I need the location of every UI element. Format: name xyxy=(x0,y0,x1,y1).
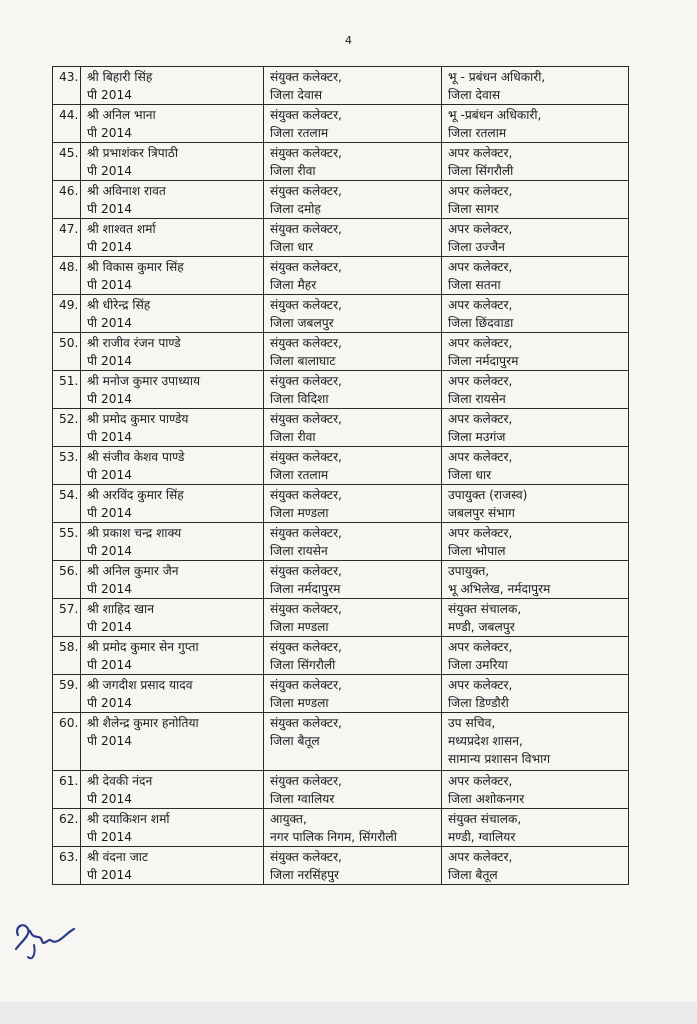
serial-number: 50. xyxy=(53,333,81,371)
current-post: संयुक्त कलेक्टर, xyxy=(270,412,342,426)
current-place: जिला रीवा xyxy=(270,164,316,178)
serial-number: 55. xyxy=(53,523,81,561)
officer-cell xyxy=(81,257,264,295)
new-post: अपर कलेक्टर, xyxy=(448,260,513,274)
officer-batch: पी 2014 xyxy=(87,164,132,178)
serial-number: 45. xyxy=(53,143,81,181)
new-place: जिला रायसेन xyxy=(448,392,506,406)
new-posting-cell xyxy=(442,105,629,143)
new-place: जिला भोपाल xyxy=(448,544,506,558)
new-place: मण्डी, जबलपुर xyxy=(448,620,515,634)
officer-name: श्री अविनाश रावत xyxy=(87,184,166,198)
table-row xyxy=(53,599,629,637)
serial-number: 52. xyxy=(53,409,81,447)
new-post: अपर कलेक्टर, xyxy=(448,678,513,692)
current-posting-cell xyxy=(264,257,442,295)
officer-batch: पी 2014 xyxy=(87,202,132,216)
current-place: जिला नरसिंहपुर xyxy=(270,868,340,882)
serial-number: 43. xyxy=(53,67,81,105)
officer-name: श्री शाहिद खान xyxy=(87,602,154,616)
officer-cell xyxy=(81,67,264,105)
officer-batch: पी 2014 xyxy=(87,544,132,558)
officer-cell xyxy=(81,295,264,333)
officer-cell xyxy=(81,181,264,219)
current-place: जिला बालाघाट xyxy=(270,354,336,368)
new-place: जिला सागर xyxy=(448,202,499,216)
new-posting-cell xyxy=(442,295,629,333)
bottom-band xyxy=(0,1002,697,1024)
new-place: जिला मउगंज xyxy=(448,430,506,444)
new-place: जिला उमरिया xyxy=(448,658,508,672)
officer-cell xyxy=(81,371,264,409)
officer-batch: पी 2014 xyxy=(87,582,132,596)
new-post: उप सचिव, xyxy=(448,716,496,730)
table-row xyxy=(53,67,629,105)
table-row xyxy=(53,713,629,771)
new-post: अपर कलेक्टर, xyxy=(448,640,513,654)
officer-batch: पी 2014 xyxy=(87,240,132,254)
officer-name: श्री प्रकाश चन्द्र शाक्य xyxy=(87,526,182,540)
table-row xyxy=(53,771,629,809)
serial-number: 48. xyxy=(53,257,81,295)
table-row xyxy=(53,675,629,713)
new-posting-cell xyxy=(442,485,629,523)
current-place: जिला रतलाम xyxy=(270,468,329,482)
officer-batch: पी 2014 xyxy=(87,126,132,140)
serial-number: 51. xyxy=(53,371,81,409)
current-post: संयुक्त कलेक्टर, xyxy=(270,488,342,502)
current-posting-cell xyxy=(264,409,442,447)
transfer-table-body xyxy=(53,67,629,885)
serial-number: 61. xyxy=(53,771,81,809)
new-post: संयुक्त संचालक, xyxy=(448,602,522,616)
current-posting-cell xyxy=(264,67,442,105)
table-row xyxy=(53,143,629,181)
new-posting-cell xyxy=(442,847,629,885)
new-place: जिला सतना xyxy=(448,278,501,292)
table-row xyxy=(53,257,629,295)
transfer-table xyxy=(52,66,629,885)
table-row xyxy=(53,295,629,333)
current-post: संयुक्त कलेक्टर, xyxy=(270,374,342,388)
officer-cell xyxy=(81,219,264,257)
officer-name: श्री देवकी नंदन xyxy=(87,774,153,788)
table-row xyxy=(53,105,629,143)
table-row xyxy=(53,181,629,219)
officer-cell xyxy=(81,105,264,143)
officer-cell xyxy=(81,809,264,847)
serial-number: 46. xyxy=(53,181,81,219)
officer-batch: पी 2014 xyxy=(87,392,132,406)
current-place: जिला ग्वालियर xyxy=(270,792,335,806)
table-row xyxy=(53,809,629,847)
officer-cell xyxy=(81,409,264,447)
current-post: संयुक्त कलेक्टर, xyxy=(270,678,342,692)
serial-number: 49. xyxy=(53,295,81,333)
officer-cell xyxy=(81,713,264,771)
table-row xyxy=(53,219,629,257)
new-posting-cell xyxy=(442,219,629,257)
current-posting-cell xyxy=(264,105,442,143)
new-place: भू अभिलेख, नर्मदापुरम xyxy=(448,582,551,596)
new-posting-cell xyxy=(442,561,629,599)
table-row xyxy=(53,447,629,485)
new-posting-cell xyxy=(442,675,629,713)
officer-batch: पी 2014 xyxy=(87,696,132,710)
new-post: अपर कलेक्टर, xyxy=(448,146,513,160)
table-row xyxy=(53,637,629,675)
officer-batch: पी 2014 xyxy=(87,354,132,368)
table-row xyxy=(53,409,629,447)
new-place: मण्डी, ग्वालियर xyxy=(448,830,516,844)
officer-name: श्री वंदना जाट xyxy=(87,850,149,864)
current-post: आयुक्त, xyxy=(270,812,307,826)
new-post: उपायुक्त, xyxy=(448,564,490,578)
new-post: अपर कलेक्टर, xyxy=(448,336,513,350)
current-post: संयुक्त कलेक्टर, xyxy=(270,336,342,350)
current-place: जिला धार xyxy=(270,240,314,254)
current-post: संयुक्त कलेक्टर, xyxy=(270,260,342,274)
new-post-department: सामान्य प्रशासन विभाग xyxy=(448,752,551,766)
current-post: संयुक्त कलेक्टर, xyxy=(270,70,342,84)
officer-batch: पी 2014 xyxy=(87,792,132,806)
table-row xyxy=(53,371,629,409)
officer-name: श्री राजीव रंजन पाण्डे xyxy=(87,336,181,350)
new-post: भू - प्रबंधन अधिकारी, xyxy=(448,70,546,84)
new-place: जिला धार xyxy=(448,468,492,482)
current-posting-cell xyxy=(264,523,442,561)
new-posting-cell xyxy=(442,333,629,371)
current-posting-cell xyxy=(264,181,442,219)
officer-name: श्री मनोज कुमार उपाध्याय xyxy=(87,374,201,388)
officer-batch: पी 2014 xyxy=(87,734,132,748)
officer-batch: पी 2014 xyxy=(87,506,132,520)
new-posting-cell xyxy=(442,713,629,771)
officer-name: श्री बिहारी सिंह xyxy=(87,70,153,84)
officer-cell xyxy=(81,447,264,485)
current-place: जिला देवास xyxy=(270,88,323,102)
new-post: अपर कलेक्टर, xyxy=(448,526,513,540)
current-post: संयुक्त कलेक्टर, xyxy=(270,108,342,122)
officer-name: श्री धीरेन्द्र सिंह xyxy=(87,298,151,312)
new-post: भू -प्रबंधन अधिकारी, xyxy=(448,108,542,122)
current-posting-cell xyxy=(264,771,442,809)
new-place: जिला उज्जैन xyxy=(448,240,505,254)
officer-cell xyxy=(81,333,264,371)
officer-batch: पी 2014 xyxy=(87,620,132,634)
serial-number: 57. xyxy=(53,599,81,637)
current-place: जिला जबलपुर xyxy=(270,316,334,330)
new-post: अपर कलेक्टर, xyxy=(448,298,513,312)
table-row xyxy=(53,333,629,371)
new-posting-cell xyxy=(442,371,629,409)
officer-name: श्री अरविंद कुमार सिंह xyxy=(87,488,184,502)
current-post: संयुक्त कलेक्टर, xyxy=(270,640,342,654)
officer-name: श्री अनिल कुमार जैन xyxy=(87,564,179,578)
new-place: जिला सिंगरौली xyxy=(448,164,514,178)
officer-name: श्री प्रभाशंकर त्रिपाठी xyxy=(87,146,179,160)
officer-cell xyxy=(81,599,264,637)
current-posting-cell xyxy=(264,143,442,181)
officer-cell xyxy=(81,485,264,523)
new-place: मध्यप्रदेश शासन, xyxy=(448,734,523,748)
officer-name: श्री शाश्वत शर्मा xyxy=(87,222,156,236)
officer-name: श्री विकास कुमार सिंह xyxy=(87,260,184,274)
table-row xyxy=(53,561,629,599)
officer-cell xyxy=(81,637,264,675)
officer-batch: पी 2014 xyxy=(87,430,132,444)
current-posting-cell xyxy=(264,371,442,409)
serial-number: 60. xyxy=(53,713,81,771)
new-posting-cell xyxy=(442,771,629,809)
new-posting-cell xyxy=(442,447,629,485)
current-posting-cell xyxy=(264,219,442,257)
current-place: जिला मण्डला xyxy=(270,696,329,710)
current-posting-cell xyxy=(264,713,442,771)
serial-number: 56. xyxy=(53,561,81,599)
current-place: जिला रीवा xyxy=(270,430,316,444)
serial-number: 59. xyxy=(53,675,81,713)
new-post: अपर कलेक्टर, xyxy=(448,450,513,464)
current-posting-cell xyxy=(264,561,442,599)
officer-cell xyxy=(81,847,264,885)
serial-number: 63. xyxy=(53,847,81,885)
current-posting-cell xyxy=(264,599,442,637)
new-post: अपर कलेक्टर, xyxy=(448,222,513,236)
page-number: 4 xyxy=(345,34,352,47)
current-posting-cell xyxy=(264,637,442,675)
new-posting-cell xyxy=(442,599,629,637)
current-post: संयुक्त कलेक्टर, xyxy=(270,184,342,198)
current-place: जिला रतलाम xyxy=(270,126,329,140)
current-posting-cell xyxy=(264,333,442,371)
officer-batch: पी 2014 xyxy=(87,88,132,102)
new-post: अपर कलेक्टर, xyxy=(448,774,513,788)
new-post: अपर कलेक्टर, xyxy=(448,850,513,864)
current-place: नगर पालिक निगम, सिंगरौली xyxy=(270,830,397,844)
current-place: जिला मण्डला xyxy=(270,506,329,520)
officer-cell xyxy=(81,771,264,809)
serial-number: 62. xyxy=(53,809,81,847)
current-post: संयुक्त कलेक्टर, xyxy=(270,298,342,312)
serial-number: 58. xyxy=(53,637,81,675)
table-row xyxy=(53,485,629,523)
new-place: जिला बैतूल xyxy=(448,868,498,882)
new-posting-cell xyxy=(442,257,629,295)
table-row xyxy=(53,523,629,561)
officer-batch: पी 2014 xyxy=(87,868,132,882)
current-place: जिला मण्डला xyxy=(270,620,329,634)
current-place: जिला नर्मदापुरम xyxy=(270,582,341,596)
new-place: जिला अशोकनगर xyxy=(448,792,525,806)
current-posting-cell xyxy=(264,809,442,847)
new-place: जिला नर्मदापुरम xyxy=(448,354,519,368)
current-place: जिला सिंगरौली xyxy=(270,658,336,672)
current-posting-cell xyxy=(264,847,442,885)
current-posting-cell xyxy=(264,485,442,523)
new-post: उपायुक्त (राजस्व) xyxy=(448,488,528,502)
new-posting-cell xyxy=(442,143,629,181)
new-post: संयुक्त संचालक, xyxy=(448,812,522,826)
current-post: संयुक्त कलेक्टर, xyxy=(270,222,342,236)
current-place: जिला बैतूल xyxy=(270,734,320,748)
new-posting-cell xyxy=(442,181,629,219)
current-posting-cell xyxy=(264,295,442,333)
officer-name: श्री प्रमोद कुमार सेन गुप्ता xyxy=(87,640,199,654)
serial-number: 47. xyxy=(53,219,81,257)
current-post: संयुक्त कलेक्टर, xyxy=(270,774,342,788)
current-post: संयुक्त कलेक्टर, xyxy=(270,526,342,540)
serial-number: 54. xyxy=(53,485,81,523)
officer-name: श्री दयाकिशन शर्मा xyxy=(87,812,170,826)
officer-name: श्री प्रमोद कुमार पाण्डेय xyxy=(87,412,189,426)
current-posting-cell xyxy=(264,675,442,713)
new-post: अपर कलेक्टर, xyxy=(448,374,513,388)
new-posting-cell xyxy=(442,409,629,447)
officer-batch: पी 2014 xyxy=(87,658,132,672)
officer-batch: पी 2014 xyxy=(87,830,132,844)
table-row xyxy=(53,847,629,885)
officer-batch: पी 2014 xyxy=(87,468,132,482)
new-place: जिला डिण्डौरी xyxy=(448,696,509,710)
officer-cell xyxy=(81,561,264,599)
officer-cell xyxy=(81,143,264,181)
serial-number: 53. xyxy=(53,447,81,485)
new-place: जिला रतलाम xyxy=(448,126,507,140)
current-posting-cell xyxy=(264,447,442,485)
new-place: जिला देवास xyxy=(448,88,501,102)
officer-name: श्री शैलेन्द्र कुमार हनोतिया xyxy=(87,716,199,730)
current-post: संयुक्त कलेक्टर, xyxy=(270,146,342,160)
current-place: जिला विदिशा xyxy=(270,392,329,406)
new-post: अपर कलेक्टर, xyxy=(448,184,513,198)
current-post: संयुक्त कलेक्टर, xyxy=(270,850,342,864)
new-posting-cell xyxy=(442,67,629,105)
current-post: संयुक्त कलेक्टर, xyxy=(270,450,342,464)
new-posting-cell xyxy=(442,523,629,561)
officer-batch: पी 2014 xyxy=(87,278,132,292)
officer-cell xyxy=(81,523,264,561)
current-place: जिला रायसेन xyxy=(270,544,328,558)
current-place: जिला मैहर xyxy=(270,278,317,292)
officer-name: श्री संजीव केशव पाण्डे xyxy=(87,450,185,464)
current-post: संयुक्त कलेक्टर, xyxy=(270,564,342,578)
officer-cell xyxy=(81,675,264,713)
new-place: जबलपुर संभाग xyxy=(448,506,515,520)
new-post: अपर कलेक्टर, xyxy=(448,412,513,426)
current-post: संयुक्त कलेक्टर, xyxy=(270,716,342,730)
new-posting-cell xyxy=(442,809,629,847)
serial-number: 44. xyxy=(53,105,81,143)
new-place: जिला छिंदवाडा xyxy=(448,316,514,330)
officer-name: श्री अनिल भाना xyxy=(87,108,156,122)
new-posting-cell xyxy=(442,637,629,675)
current-place: जिला दमोह xyxy=(270,202,321,216)
signature xyxy=(10,905,80,965)
current-post: संयुक्त कलेक्टर, xyxy=(270,602,342,616)
officer-name: श्री जगदीश प्रसाद यादव xyxy=(87,678,193,692)
officer-batch: पी 2014 xyxy=(87,316,132,330)
